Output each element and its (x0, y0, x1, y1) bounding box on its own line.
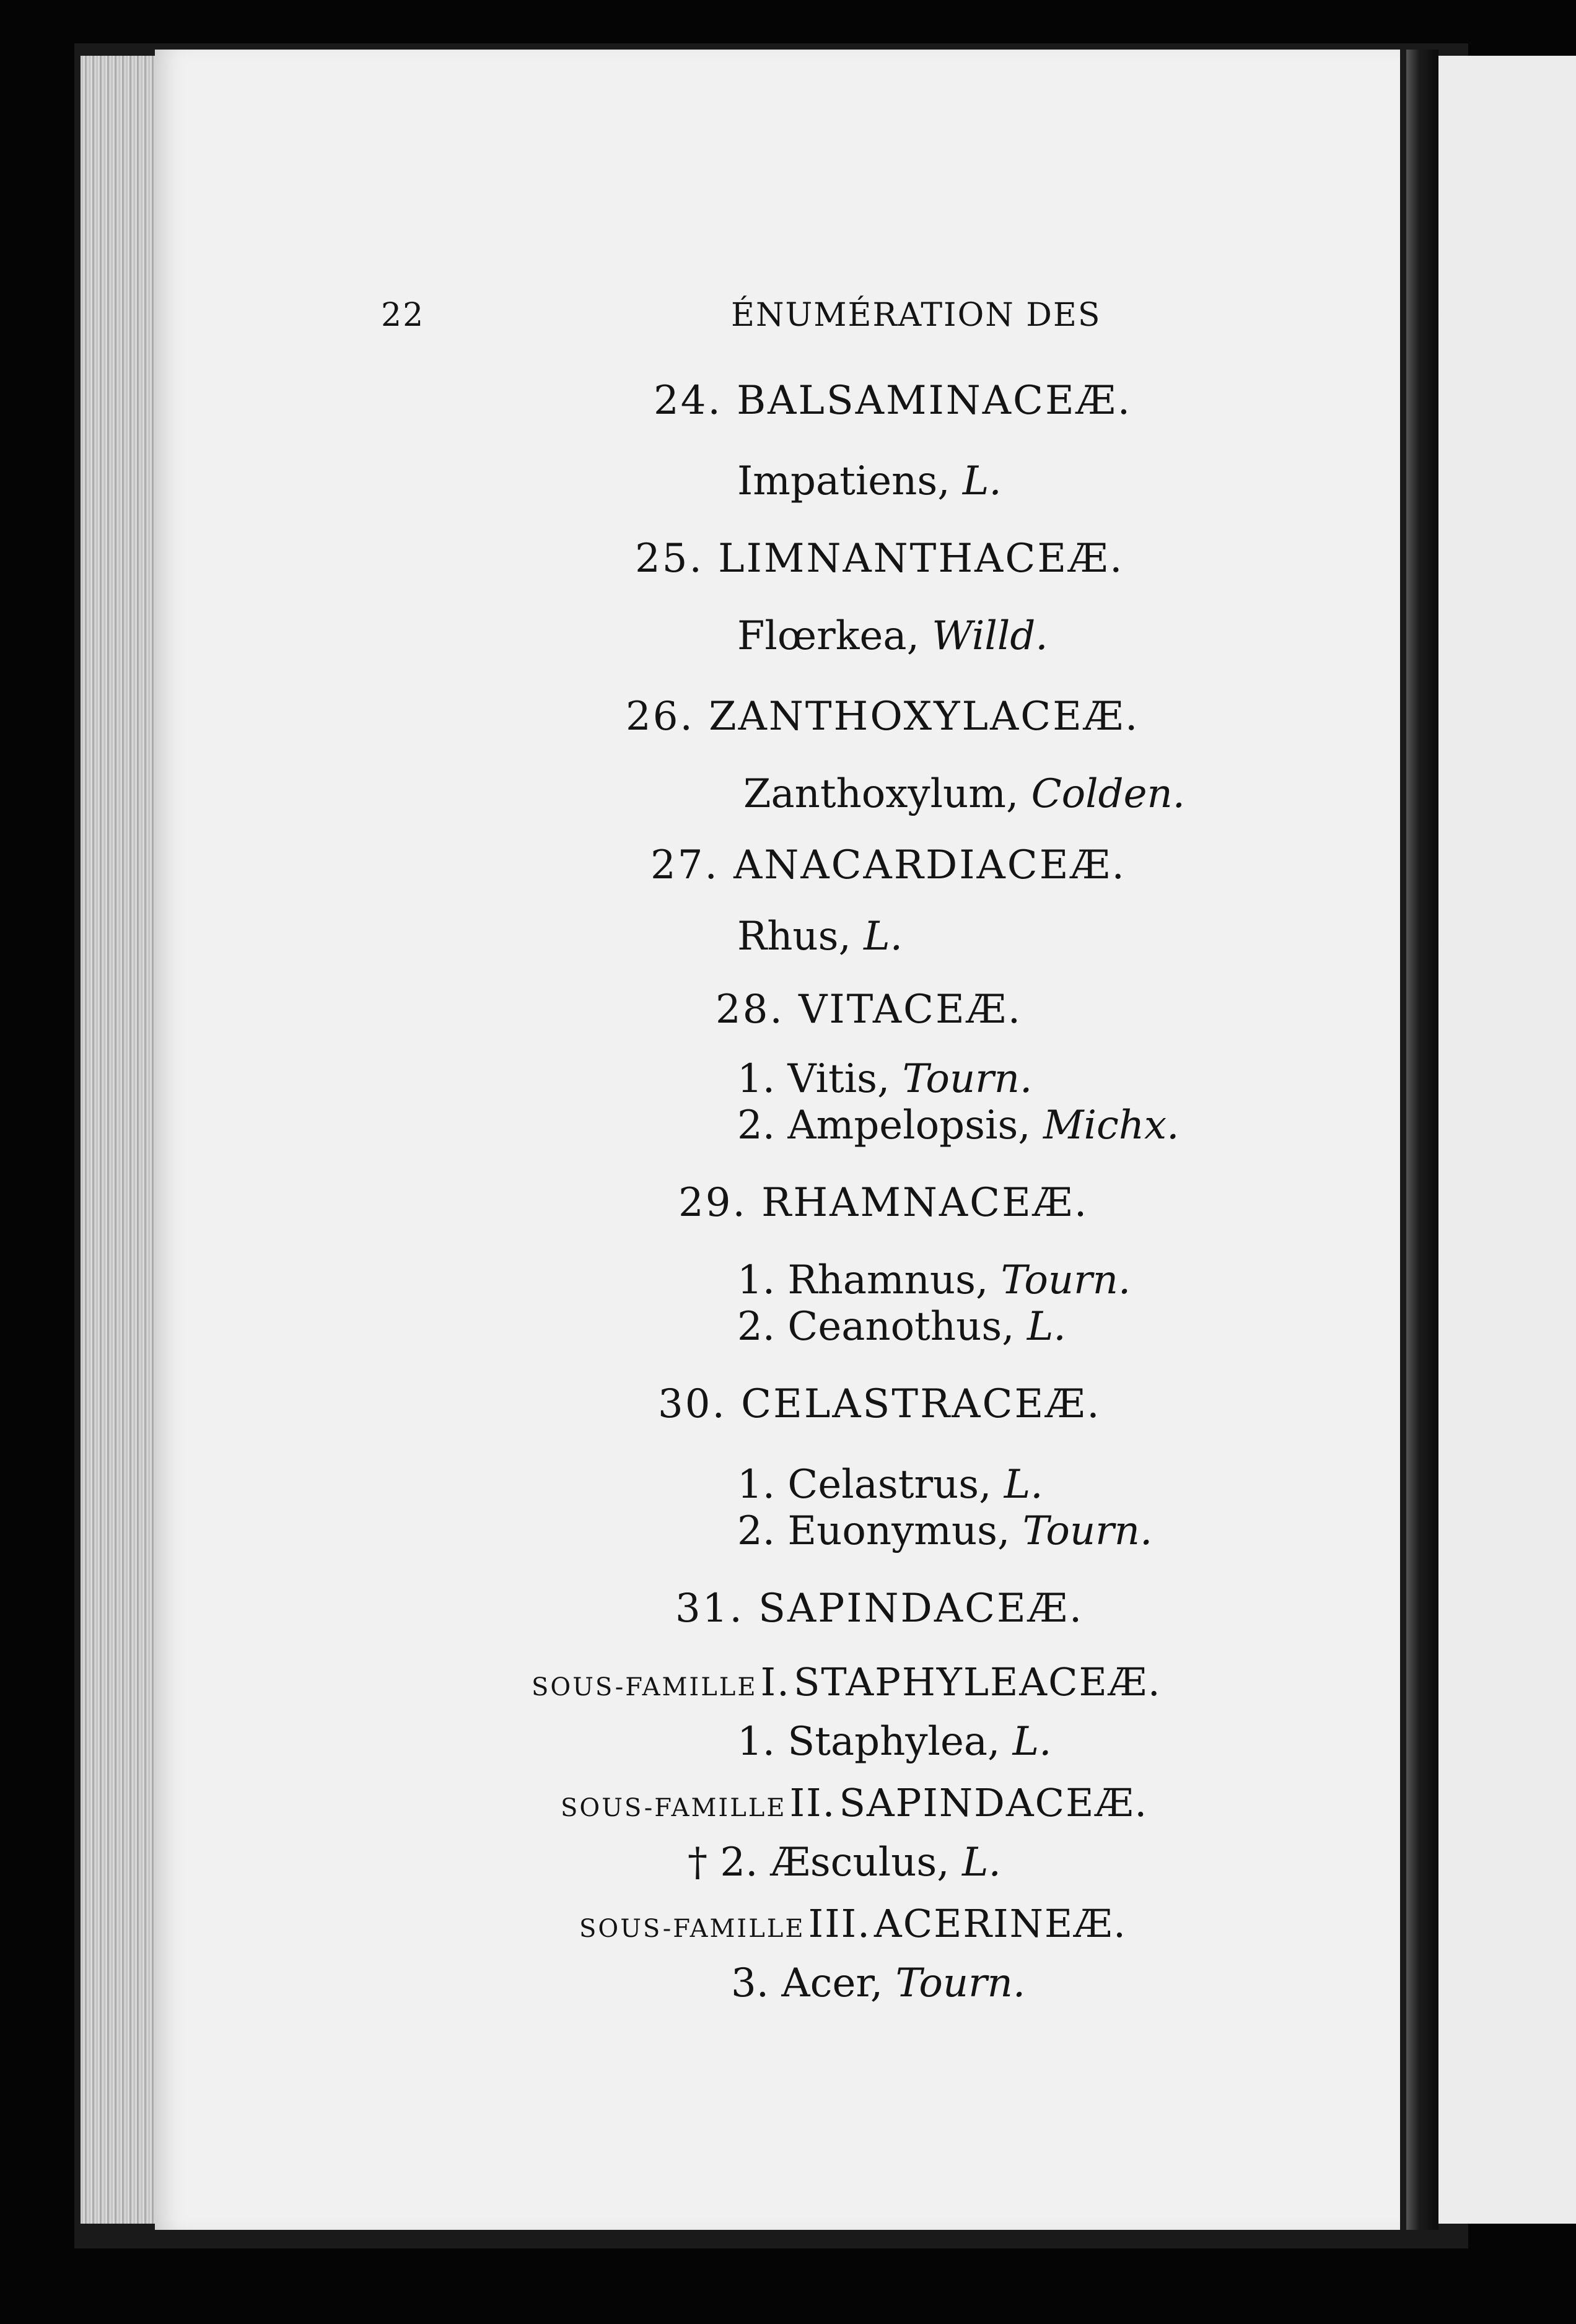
facing-page-edge (1438, 56, 1576, 2224)
genus-entry: 1. Rhamnus, Tourn. (737, 1257, 1131, 1303)
subfamily-heading: SOUS-FAMILLE II. SAPINDACEÆ. (561, 1780, 1149, 1825)
family-heading: 31. SAPINDACEÆ. (675, 1586, 1084, 1632)
book-spine (1406, 50, 1438, 2230)
genus-entry: 1. Vitis, Tourn. (737, 1056, 1033, 1102)
family-heading: 26. ZANTHOXYLACEÆ. (626, 694, 1140, 740)
genus-entry: Zanthoxylum, Colden. (743, 771, 1185, 817)
genus-entry: 1. Staphylea, L. (737, 1719, 1052, 1765)
genus-entry: Flœrkea, Willd. (737, 613, 1048, 659)
genus-entry: † 2. Æsculus, L. (688, 1840, 1001, 1885)
subfamily-heading: SOUS-FAMILLE I. STAPHYLEACEÆ. (532, 1659, 1162, 1705)
subfamily-heading: SOUS-FAMILLE III. ACERINEÆ. (579, 1901, 1127, 1946)
running-title: ÉNUMÉRATION DES (731, 297, 1101, 334)
family-heading: 28. VITACEÆ. (716, 987, 1023, 1033)
family-heading: 27. ANACARDIACEÆ. (650, 842, 1126, 888)
genus-entry: 3. Acer, Tourn. (731, 1960, 1026, 2006)
genus-entry: Rhus, L. (737, 914, 903, 959)
family-heading: 24. BALSAMINACEÆ. (654, 378, 1132, 424)
genus-entry: 2. Euonymus, Tourn. (737, 1508, 1153, 1554)
family-heading: 29. RHAMNACEÆ. (678, 1180, 1089, 1226)
family-heading: 30. CELASTRACEÆ. (658, 1381, 1101, 1427)
genus-entry: 2. Ampelopsis, Michx. (737, 1103, 1180, 1148)
genus-entry: Impatiens, L. (737, 458, 1002, 504)
family-heading: 25. LIMNANTHACEÆ. (635, 536, 1124, 582)
genus-entry: 2. Ceanothus, L. (737, 1304, 1066, 1350)
genus-entry: 1. Celastrus, L. (737, 1462, 1043, 1508)
page-number: 22 (381, 297, 425, 334)
